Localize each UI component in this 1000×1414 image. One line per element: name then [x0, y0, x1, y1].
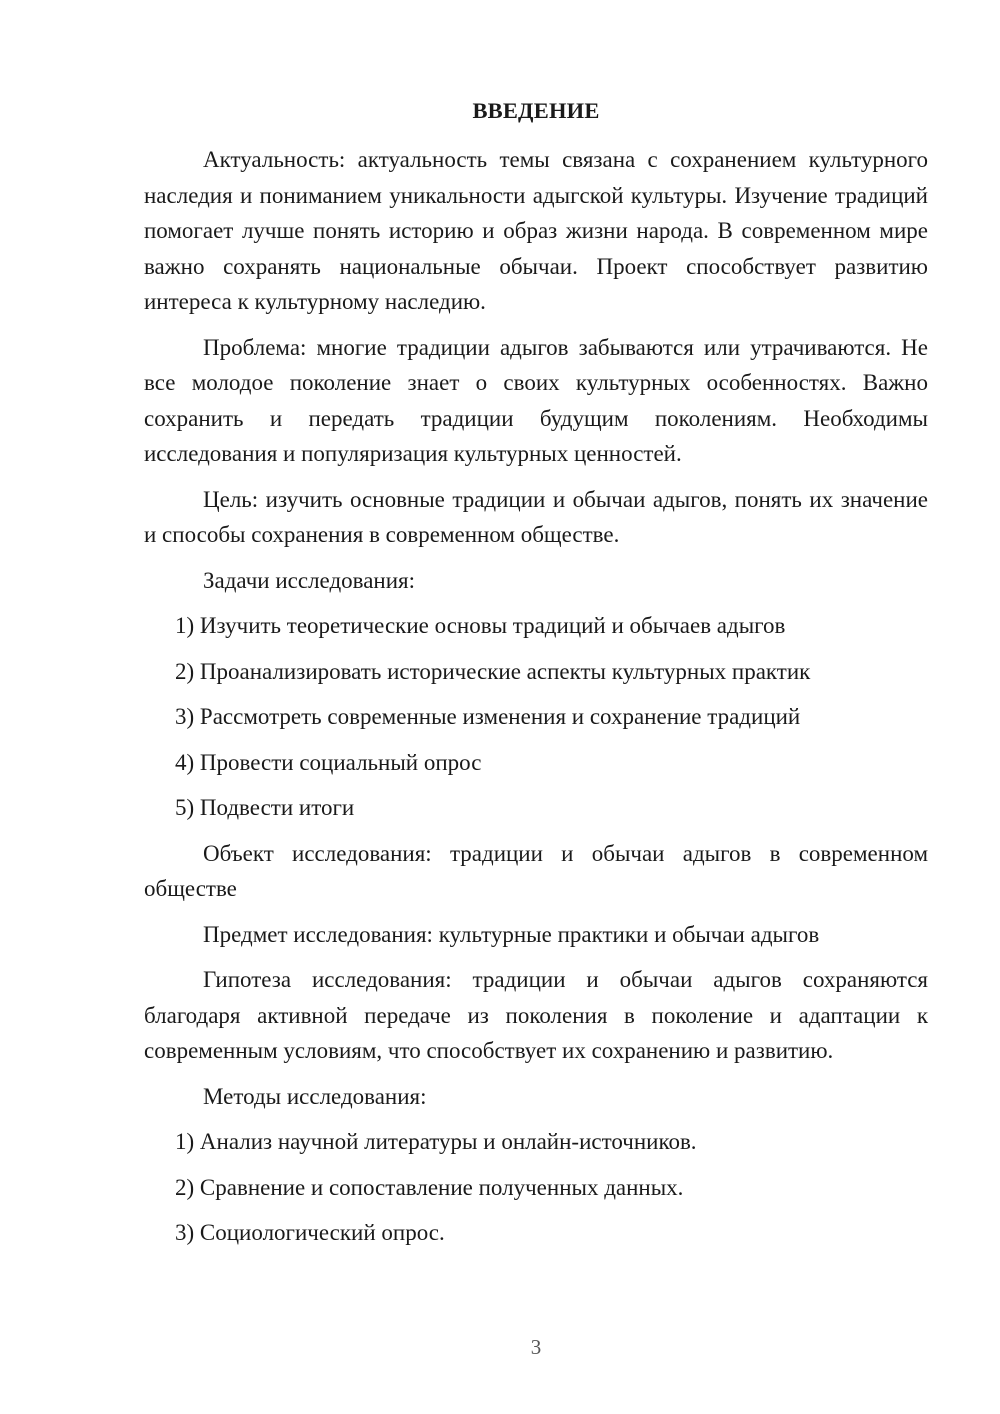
goal-paragraph: Цель: изучить основные традиции и обычаи адыгов, понять их значение и способы сохранения в современном обществе. — [144, 486, 928, 547]
object-paragraph: Объект исследования: традиции и обычаи адыгов в современном обществе — [144, 840, 928, 901]
list-item: 1) Анализ научной литературы и онлайн-источников. — [175, 1129, 697, 1154]
relevance-paragraph: Актуальность: актуальность темы связана с сохранением культурного наследия и пониманием уникальности адыгской культуры. Изучение традиций помогает лучше понять историю и образ жизни народа. В современном мире важно сохранять национальные обычаи. Проект способствует развитию интереса к культурному наследию. — [144, 147, 928, 314]
list-item: 5) Подвести итоги — [175, 795, 355, 820]
page-number: 3 — [530, 1335, 542, 1359]
methods-list — [144, 1124, 928, 1251]
list-item: 3) Социологический опрос. — [175, 1220, 445, 1245]
list-item: 1) Изучить теоретические основы традиций и обычаев адыгов — [175, 613, 786, 638]
subject-paragraph: Предмет исследования: культурные практики и обычаи адыгов — [203, 921, 820, 947]
problem-paragraph: Проблема: многие традиции адыгов забываются или утрачиваются. Не все молодое поколение знает о своих культурных особенностях. Важно сохранить и передать традиции будущим поколениям. Необходимы исследования и популяризация культурных ценностей. — [144, 334, 928, 466]
page-content — [144, 95, 928, 1261]
list-item: 3) Рассмотреть современные изменения и сохранение традиций — [175, 704, 801, 729]
section-heading: ВВЕДЕНИЕ — [472, 98, 600, 123]
tasks-title: Задачи исследования: — [203, 567, 416, 593]
hypothesis-paragraph: Гипотеза исследования: традиции и обычаи адыгов сохраняются благодаря активной передаче из поколения в поколение и адаптации к современным условиям, что способствует их сохранению и развитию. — [144, 967, 928, 1063]
list-item: 2) Проанализировать исторические аспекты культурных практик — [175, 658, 811, 684]
tasks-list — [144, 608, 928, 826]
methods-title: Методы исследования: — [203, 1083, 427, 1109]
list-item: 2) Сравнение и сопоставление полученных данных. — [175, 1174, 684, 1200]
list-item: 4) Провести социальный опрос — [175, 749, 482, 775]
